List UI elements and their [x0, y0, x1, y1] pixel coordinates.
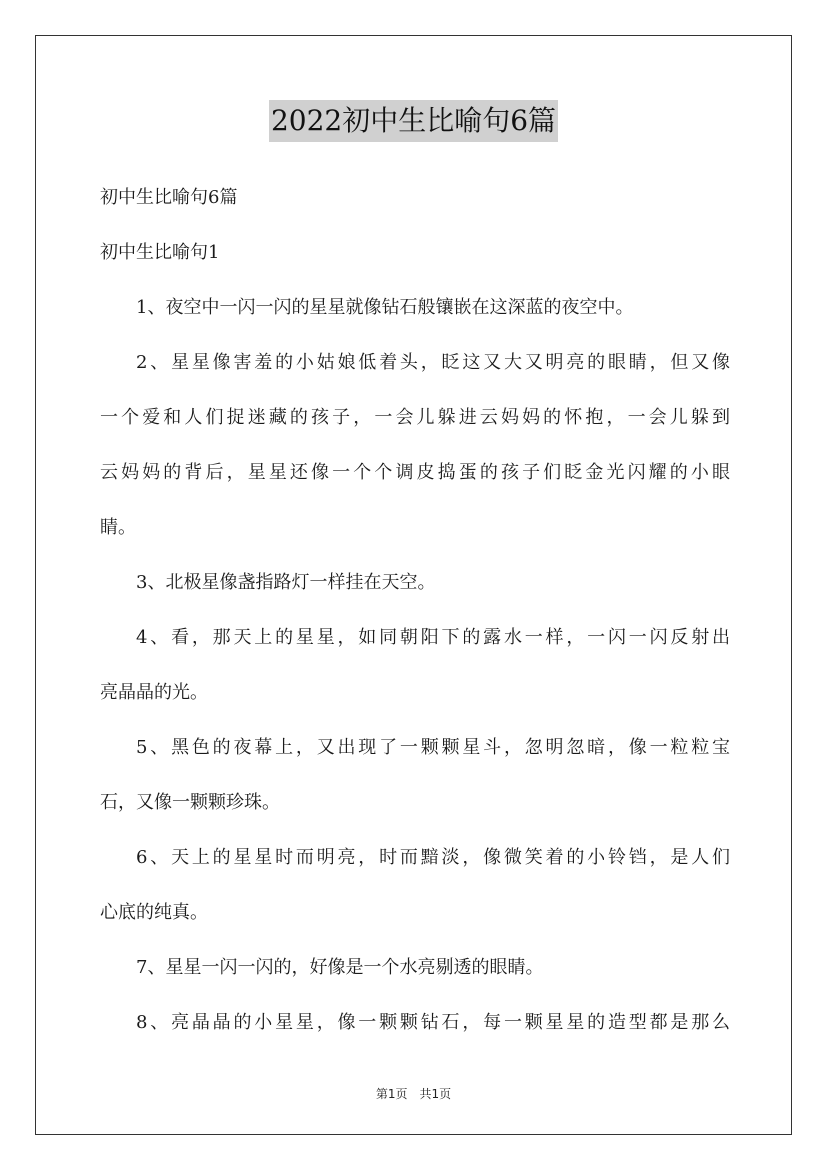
- line-text: 7、星星一闪一闪的，好像是一个水亮剔透的眼睛。: [136, 957, 544, 978]
- line-text: 4、看，那天上的星星，如同朝阳下的露水一样，一闪一闪反射出: [136, 627, 730, 648]
- paragraph-line: [100, 885, 730, 940]
- paragraph-line: [100, 500, 730, 555]
- line-text: 一个爱和人们捉迷藏的孩子，一会儿躲进云妈妈的怀抱，一会儿躲到: [100, 407, 730, 428]
- document-title: 2022初中生比喻句6篇: [269, 100, 558, 142]
- line-text: 睛。: [100, 517, 136, 538]
- line-text: 2、星星像害羞的小姑娘低着头，眨这又大又明亮的眼睛，但又像: [136, 352, 730, 373]
- paragraph-line: [100, 390, 730, 445]
- line-text: 1、夜空中一闪一闪的星星就像钻石般镶嵌在这深蓝的夜空中。: [136, 297, 634, 318]
- paragraph-line: [100, 995, 730, 1050]
- paragraph-line: [100, 555, 730, 610]
- paragraph-line: [100, 335, 730, 390]
- line-text: 6、天上的星星时而明亮，时而黯淡，像微笑着的小铃铛，是人们: [136, 847, 730, 868]
- paragraph-line: [100, 720, 730, 775]
- line-text: 石，又像一颗颗珍珠。: [100, 792, 280, 813]
- paragraph-line: [100, 940, 730, 995]
- line-text: 云妈妈的背后，星星还像一个个调皮捣蛋的孩子们眨金光闪耀的小眼: [100, 462, 730, 483]
- line-text: 亮晶晶的光。: [100, 682, 208, 703]
- paragraph-line: [100, 775, 730, 830]
- paragraph-line: [100, 280, 730, 335]
- paragraph-lines: [100, 280, 730, 1050]
- line-text: 心底的纯真。: [100, 902, 208, 923]
- page-total: 共1页: [419, 1087, 452, 1101]
- page-footer: [0, 1085, 827, 1102]
- paragraph-line: [100, 830, 730, 885]
- paragraph-line: [100, 665, 730, 720]
- document-body: [100, 170, 730, 1050]
- paragraph-line: [100, 445, 730, 500]
- subtitle: 初中生比喻句6篇: [100, 187, 238, 208]
- title-container: [0, 100, 827, 142]
- line-text: 3、北极星像盏指路灯一样挂在天空。: [136, 572, 436, 593]
- line-text: 5、黑色的夜幕上，又出现了一颗颗星斗，忽明忽暗，像一粒粒宝: [136, 737, 730, 758]
- paragraph-line: [100, 610, 730, 665]
- section-heading: 初中生比喻句1: [100, 242, 220, 263]
- line-text: 8、亮晶晶的小星星，像一颗颗钻石，每一颗星星的造型都是那么: [136, 1012, 730, 1033]
- page-number: 第1页: [375, 1087, 408, 1101]
